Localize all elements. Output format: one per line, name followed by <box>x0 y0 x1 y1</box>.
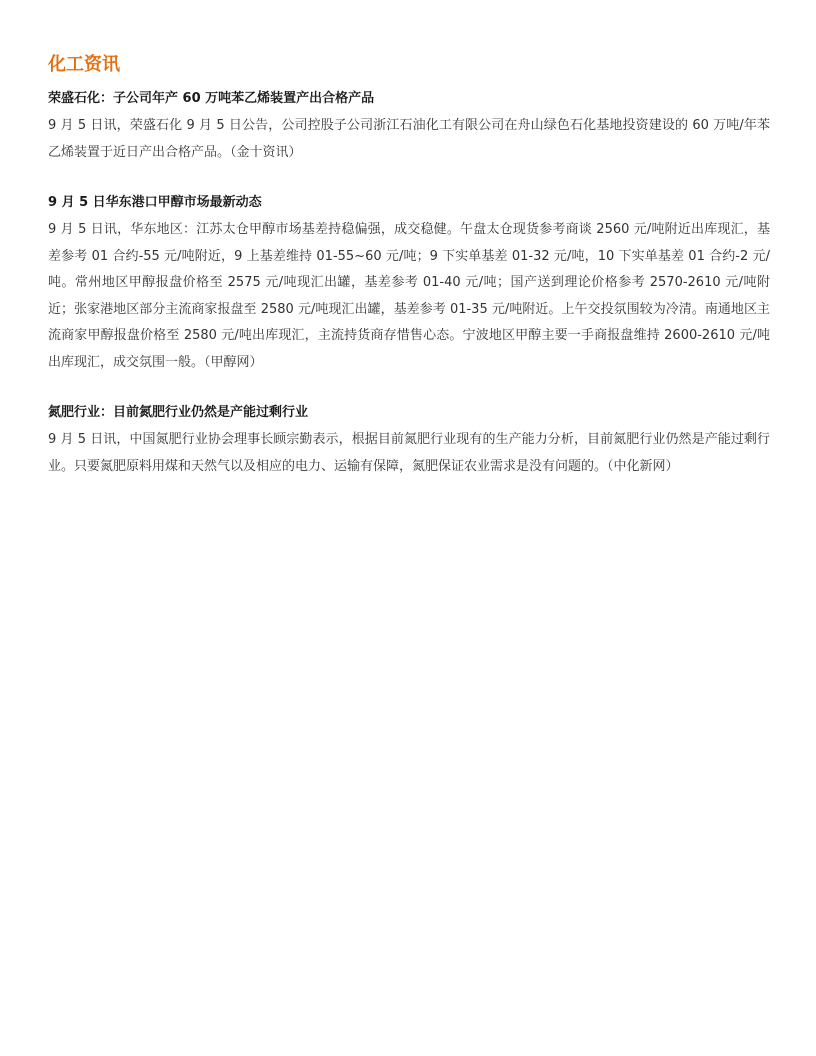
article-title: 氮肥行业：目前氮肥行业仍然是产能过剩行业 <box>48 405 309 420</box>
article-title: 荣盛石化：子公司年产 60 万吨苯乙烯装置产出合格产品 <box>48 91 375 106</box>
article-body: 9 月 5 日讯，中国氮肥行业协会理事长顾宗勤表示，根据目前氮肥行业现有的生产能力分析，目前氮肥行业仍然是产能过剩行业。只要氮肥原料用煤和天然气以及相应的电力、运输有保障，氮肥保证农业需求是没有问题的。（中化新网） <box>48 432 770 474</box>
document-page <box>48 52 770 505</box>
article-body: 9 月 5 日讯，荣盛石化 9 月 5 日公告，公司控股子公司浙江石油化工有限公司在舟山绿色石化基地投资建设的 60 万吨/年苯乙烯装置于近日产出合格产品。（金十资讯） <box>48 118 770 160</box>
article-nitrogen-fertilizer <box>48 401 770 480</box>
article-methanol <box>48 191 770 376</box>
article-title: 9 月 5 日华东港口甲醇市场最新动态 <box>48 195 262 210</box>
article-rongsheng <box>48 87 770 166</box>
section-title: 化工资讯 <box>48 54 120 75</box>
article-body: 9 月 5 日讯，华东地区：江苏太仓甲醇市场基差持稳偏强，成交稳健。午盘太仓现货参考商谈 2560 元/吨附近出库现汇，基差参考 01 合约-55 元/吨附近，9 上基差维持 01-55~60 元/吨；9 下实单基差 01-32 元/吨，10 下实单基差 01 合约-2 元/吨。常州地区甲醇报盘价格至 2575 元/吨现汇出罐，基差参考 01-40 元/吨；国产送到理论价格参考 2570-2610 元/吨附近；张家港地区部分主流商家报盘至 2580 元/吨现汇出罐，基差参考 01-35 元/吨附近。上午交投氛围较为冷清。南通地区主流商家甲醇报盘价格至 2580 元/吨出库现汇，主流持货商存惜售心态。宁波地区甲醇主要一手商报盘维持 2600-2610 元/吨出库现汇，成交氛围一般。（甲醇网） <box>48 222 770 370</box>
